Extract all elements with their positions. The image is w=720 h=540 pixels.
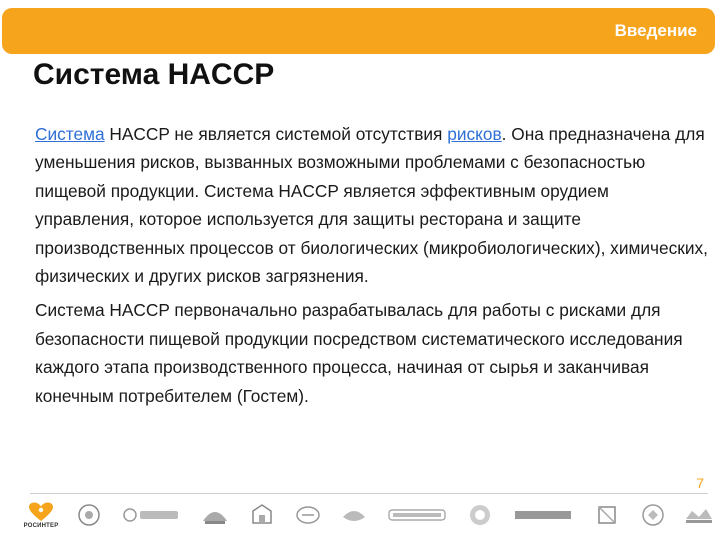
slide-title: Система HACCP (33, 58, 275, 91)
brand-logo-7-icon (385, 501, 449, 529)
brand-logo-10-icon (592, 501, 622, 529)
brand-logo-6-icon (339, 501, 369, 529)
rosinter-heart-logo-icon (24, 501, 58, 529)
paragraph-2: Система HACCP первоначально разрабатывалась для работы с рисками для безопасности пищевой продукции посредством систематического исследования каждого этапа производственного процесса, начиная от сырья и заканчивая конечным потребителем (Гостем). (35, 300, 683, 406)
brand-logo-9-icon (511, 501, 575, 529)
body-text (35, 120, 710, 416)
footer-logo-strip (24, 496, 714, 534)
header-bar (2, 8, 715, 54)
paragraph-1-text-b: . Она предназначена для уменьшения рисков, вызванных возможными проблемами с безопасностью пищевой продукции. Система HACCP является эффективным орудием управления, которое используется для защиты ресторана и защите производственных процессов от биологических (микробиологических), химических, физических и других рисков загрязнения. (35, 124, 708, 287)
brand-logo-11-icon (638, 501, 668, 529)
link-sistema[interactable]: Система (35, 124, 105, 144)
brand-logo-3-icon (200, 501, 230, 529)
brand-logo-4-icon (247, 501, 277, 529)
page-number: 7 (696, 475, 704, 491)
brand-logo-5-icon (293, 501, 323, 529)
brand-logo-8-icon (465, 501, 495, 529)
brand-logo-12-icon (684, 501, 714, 529)
rosinter-logo-text: РОСИНТЕР (23, 522, 59, 529)
footer-divider (30, 493, 708, 494)
paragraph-1 (35, 120, 710, 290)
link-riskov[interactable]: рисков (447, 124, 502, 144)
brand-logo-1-icon (74, 501, 104, 529)
section-label: Введение (614, 21, 697, 40)
brand-logo-2-icon (120, 501, 184, 529)
paragraph-1-text-a: HACCP не является системой отсутствия (104, 124, 448, 144)
